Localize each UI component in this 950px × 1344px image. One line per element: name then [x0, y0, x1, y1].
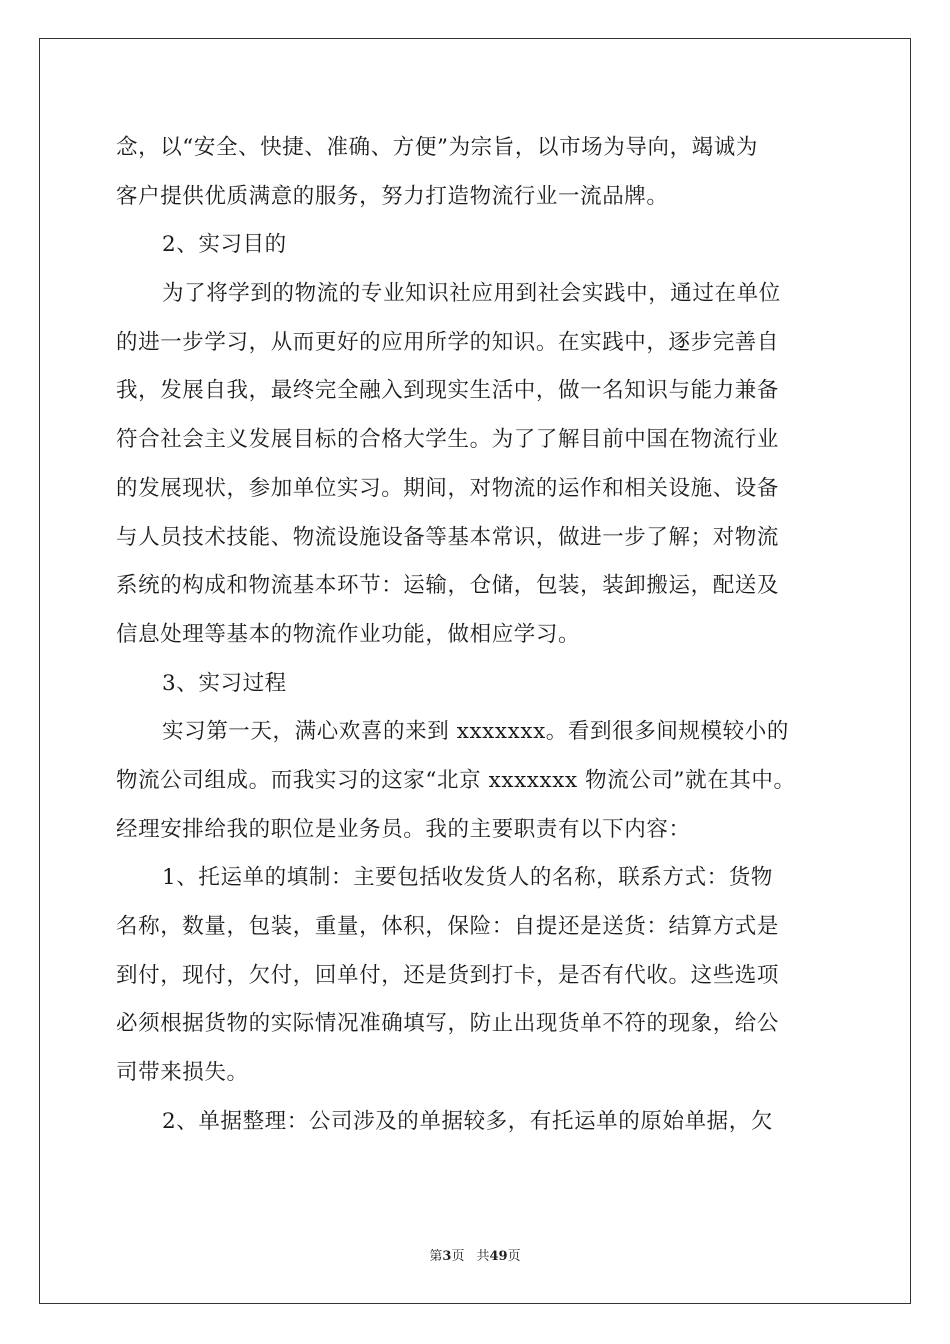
- text-line: 信息处理等基本的物流作业功能，做相应学习。: [116, 621, 581, 647]
- text-line: 为了将学到的物流的专业知识社应用到社会实践中，通过在单位: [162, 281, 781, 307]
- text-line: 司带来损失。: [116, 1060, 249, 1086]
- footer-total-suffix: 页: [507, 1249, 521, 1264]
- footer-page-prefix: 第: [429, 1249, 443, 1264]
- text-line: 名称，数量，包装，重量，体积，保险：自提还是送货：结算方式是: [116, 914, 780, 939]
- text-line: 经理安排给我的职位是业务员。我的主要职责有以下内容：: [116, 816, 691, 842]
- text-line: 3、实习过程: [162, 670, 287, 696]
- text-line: 的进一步学习，从而更好的应用所学的知识。在实践中，逐步完善自: [116, 329, 780, 355]
- text-line: 物流公司组成。而我实习的这家“北京 xxxxxxx 物流公司”就在其中。: [116, 767, 796, 793]
- footer-page-suffix: 页: [451, 1249, 465, 1264]
- text-line: 1、托运单的填制：主要包括收发货人的名称，联系方式：货物: [162, 865, 773, 891]
- text-line: 2、单据整理：公司涉及的单据较多，有托运单的原始单据，欠: [162, 1108, 773, 1134]
- text-line: 客户提供优质满意的服务，努力打造物流行业一流品牌。: [116, 183, 669, 209]
- text-line: 符合社会主义发展目标的合格大学生。为了了解目前中国在物流行业: [116, 427, 780, 453]
- text-line: 与人员技术技能、物流设施设备等基本常识，做进一步了解；对物流: [116, 524, 780, 550]
- text-line: 到付，现付，欠付，回单付，还是货到打卡，是否有代收。这些选项: [116, 962, 780, 988]
- text-line: 实习第一天，满心欢喜的来到 xxxxxxx。看到很多间规模较小的: [162, 719, 789, 745]
- text-line: 的发展现状，参加单位实习。期间，对物流的运作和相关设施、设备: [116, 475, 780, 501]
- footer-total-pages: 49: [489, 1249, 508, 1264]
- text-line: 2、实习目的: [162, 232, 287, 258]
- document-body: [116, 124, 834, 1146]
- footer-page-number: 3: [442, 1249, 452, 1264]
- text-line: 系统的构成和物流基本环节：运输，仓储，包装，装卸搬运，配送及: [116, 573, 780, 599]
- text-line: 念，以“安全、快捷、准确、方便”为宗旨，以市场为导向，竭诚为: [116, 135, 758, 160]
- footer-total-prefix: 共: [476, 1249, 490, 1264]
- text-line: 我，发展自我，最终完全融入到现实生活中，做一名知识与能力兼备: [116, 378, 780, 404]
- text-line: 必须根据货物的实际情况准确填写，防止出现货单不符的现象，给公: [116, 1011, 780, 1037]
- page-footer: [0, 1245, 950, 1264]
